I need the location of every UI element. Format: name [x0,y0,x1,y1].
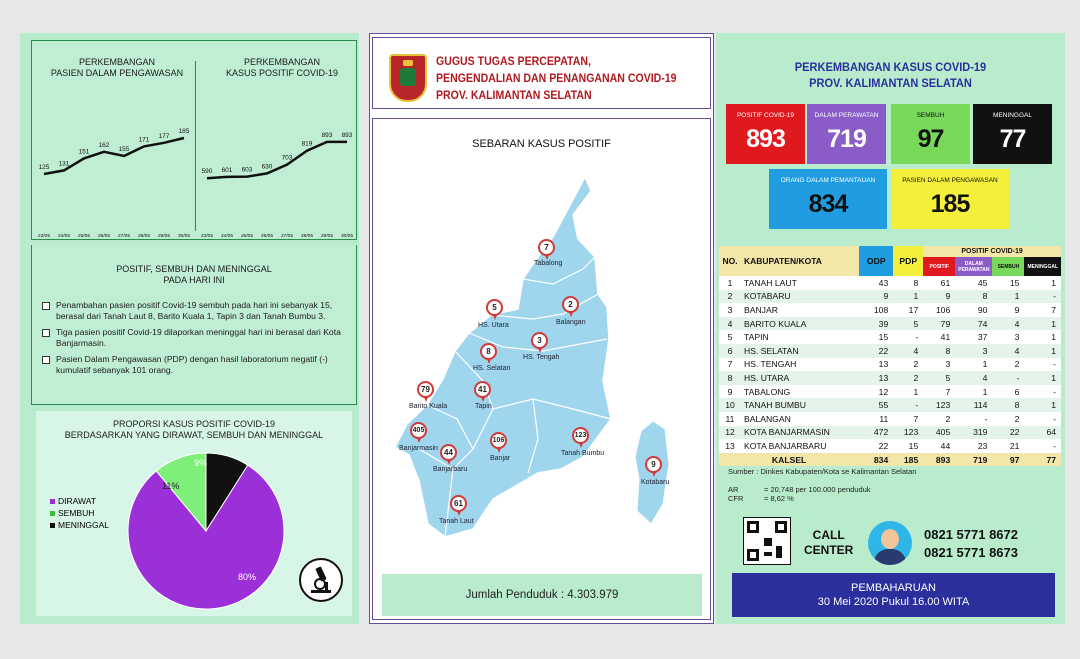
row-value: 1 [1051,372,1056,383]
row-value: 74 [977,318,988,329]
daily-note: Tiga pasien positif Covid-19 dilaporkan meninggal hari ini berasal dari Kota Banjarmasin. [42,327,346,349]
x-tick-label: 26/05 [260,234,274,239]
row-value: 8 [945,345,951,356]
pdp-chart-title-1: PERKEMBANGAN [78,57,156,67]
row-kabupaten: KOTA BANJARMASIN [744,427,830,438]
proporsi-card [36,411,352,616]
row-value: 22 [1009,427,1020,438]
x-tick-label: 29/05 [320,234,334,239]
row-kabupaten: TANAH BUMBU [744,400,806,411]
data-label: 125 [38,164,50,171]
table-row [719,344,1061,358]
map-pin-label: Tanah Laut [439,518,474,525]
pie-label-dirawat: 80% [238,572,257,582]
x-tick-label: 27/05 [117,234,131,239]
row-value: 8 [982,291,988,302]
daily-title-2: PADA HARI INI [163,275,225,285]
th-men: MENINGGAL [1024,257,1061,276]
data-label: 630 [261,163,273,171]
proporsi-title-1: PROPORSI KASUS POSITIF COVID-19 [112,419,276,429]
daily-card [31,245,357,405]
row-value: 7 [1051,304,1056,315]
cases-table-body [719,276,1061,453]
row-value: 4 [913,345,919,356]
chart-divider [195,61,196,231]
data-label: 819 [301,140,313,148]
table-row [719,358,1061,372]
daily-title [32,264,356,286]
table-row [719,398,1061,412]
row-value: 4 [1014,345,1020,356]
cases-table [719,246,1061,466]
phone-1[interactable]: 0821 5771 8672 [924,527,1018,542]
proporsi-title-2: BERDASARKAN YANG DIRAWAT, SEMBUH DAN MENINGGAL [64,430,324,440]
x-tick-label: 30/05 [340,234,354,239]
row-value: 1 [1051,332,1056,343]
row-value: 9 [883,291,889,302]
table-row [719,412,1061,426]
daily-notes [32,286,356,376]
x-tick-label: 24/05 [220,234,234,239]
row-value: 1 [1051,277,1056,288]
legend-meninggal-label: MENINGGAL [58,520,110,530]
row-value: 9 [945,291,951,302]
map-pin-label: Tabalong [534,260,563,267]
row-no: 11 [725,413,735,424]
table-total-row [719,453,1061,467]
x-tick-label: 26/05 [97,234,111,239]
row-value: 7 [913,413,919,424]
row-value: 2 [945,413,951,424]
header-card [372,37,711,109]
row-value: 61 [940,277,951,288]
row-value: 23 [977,440,988,451]
th-no: NO. [722,256,738,266]
call-line-1: CALL [812,528,845,542]
total-positif: 893 [935,454,951,465]
right-title-2: PROV. KALIMANTAN SELATAN [809,76,972,90]
rates [728,485,871,503]
th-odp: ODP [859,246,893,276]
map-pin[interactable]: 79 [417,381,434,398]
daily-note: Penambahan pasien positif Covid-19 sembuh pada hari ini sebanyak 15, berasal dari Tanah Laut 8, Barito Kuala 1, Tapin 3 dan Tanah Bumbu 3. [42,300,346,322]
positif-chart-title [207,57,357,79]
row-kabupaten: BALANGAN [744,413,791,424]
map-pin[interactable]: 41 [474,381,491,398]
row-value: 43 [878,277,889,288]
row-value: 22 [878,345,889,356]
legend-meninggal [50,519,109,531]
phone-2[interactable]: 0821 5771 8673 [924,545,1018,560]
data-label: 893 [321,131,333,139]
row-value: - [915,400,919,411]
row-value: 3 [982,345,988,356]
row-value: 1 [982,359,988,370]
row-value: 90 [977,304,988,315]
th-pdp: PDP [893,246,923,276]
row-no: 7 [727,359,733,370]
row-value: 5 [945,372,951,383]
stat-pdp-label: PASIEN DALAM PENGAWASAN [902,177,998,184]
data-label: 155 [118,146,130,153]
map-pin-label: Banjar [490,455,511,462]
charts-card [31,40,357,240]
row-kabupaten: HS. UTARA [744,372,790,383]
row-no: 4 [727,318,733,329]
stat-rawat [807,104,886,164]
row-value: - [1053,386,1056,397]
row-value: 45 [977,277,988,288]
positif-line-chart [199,99,355,239]
legend-sembuh-label: SEMBUH [58,508,95,518]
table-row [719,303,1061,317]
stat-pdp-value: 185 [930,190,970,218]
stat-odp-value: 834 [808,190,848,218]
middle-panel [369,33,714,624]
table-row [719,371,1061,385]
stat-meninggal [973,104,1052,164]
population-bar: Jumlah Penduduk : 4.303.979 [382,574,702,616]
row-value: 64 [1046,427,1056,438]
row-value: 106 [935,304,951,315]
data-label: 171 [138,136,150,144]
call-center-label [804,528,853,558]
row-value: 1 [1051,318,1056,329]
stat-sembuh [891,104,970,164]
map-pin[interactable]: 5 [486,299,503,316]
x-tick-label: 23/05 [37,234,51,239]
ar-label: AR [728,485,739,494]
x-tick-label: 23/05 [200,234,214,239]
row-kabupaten: TABALONG [744,386,791,397]
row-value: 39 [878,318,889,329]
row-no: 5 [727,332,733,343]
th-rawat: DALAM PERAWATAN [955,257,992,276]
ar-value: = 20,748 per 100.000 penduduk [764,485,871,494]
stat-meninggal-value: 77 [999,125,1026,153]
row-value: 79 [940,318,951,329]
table-row [719,317,1061,331]
pdp-line-chart [36,99,192,239]
th-kab: KABUPATEN/KOTA [744,256,822,266]
right-title-1: PERKEMBANGAN KASUS COVID-19 [794,60,987,74]
map-pin[interactable]: 44 [440,444,457,461]
table-row [719,439,1061,453]
row-value: - [1053,440,1056,451]
row-no: 2 [727,291,733,302]
map-card [372,118,711,620]
row-value: 319 [973,427,988,438]
stat-meninggal-label: MENINGGAL [992,112,1032,119]
series-line [44,138,184,174]
row-value: 11 [879,413,889,424]
stat-rawat-label: DALAM PERAWATAN [814,112,879,119]
row-value: 1 [1051,400,1056,411]
daily-note: Pasien Dalam Pengawasan (PDP) dengan hasil laboratorium negatif (-) kumulatif sebanyak 101 orang. [42,354,346,376]
header-line-3: PROV. KALIMANTAN SELATAN [436,88,592,102]
map-pin-label: Balangan [556,319,586,326]
th-positif: POSITIF COVID-19 [961,248,1023,255]
row-no: 9 [727,386,733,397]
row-value: - [984,413,988,424]
row-value: 44 [940,440,951,451]
x-tick-label: 30/05 [177,234,191,239]
stat-odp-label: ORANG DALAM PEMANTAUAN [780,177,876,184]
total-odp: 834 [873,454,889,465]
map-pin-label: HS. Utara [478,322,509,329]
row-value: 55 [878,400,889,411]
stat-positif [726,104,805,164]
row-value: 2 [913,359,919,370]
phone-numbers [924,526,1018,562]
operator-avatar-icon [868,521,912,565]
legend-dirawat [50,495,109,507]
cfr-label: CFR [728,494,744,503]
update-line-2: 30 Mei 2020 Pukul 16.00 WITA [817,596,970,608]
row-kabupaten: HS. TENGAH [744,359,797,370]
row-value: 1 [1014,291,1020,302]
row-value: 17 [908,304,919,315]
stat-positif-value: 893 [746,125,785,153]
row-value: 3 [1014,332,1020,343]
total-label: KALSEL [771,454,807,465]
province-logo [389,54,427,102]
row-value: 472 [873,427,889,438]
row-no: 12 [725,427,735,438]
table-source: Sumber : Dinkes Kabupaten/Kota se Kalimantan Selatan [728,467,917,476]
row-value: 405 [935,427,951,438]
data-label: 185 [178,128,190,135]
pie-legend [50,495,109,531]
row-value: 2 [1014,413,1020,424]
row-value: 6 [1014,386,1020,397]
row-value: 8 [1014,400,1020,411]
table-row [719,426,1061,440]
th-sembuh: SEMBUH [992,257,1024,276]
stat-positif-label: POSITIF COVID-19 [736,112,795,119]
row-value: 9 [1014,304,1020,315]
data-label: 162 [98,141,110,149]
row-value: 3 [945,359,951,370]
stat-odp [769,169,887,229]
stat-rawat-value: 719 [827,125,866,153]
row-value: 1 [913,291,919,302]
x-tick-label: 25/05 [240,234,254,239]
x-tick-label: 28/05 [137,234,151,239]
row-value: - [915,332,919,343]
table-row [719,385,1061,399]
legend-dirawat-label: DIRAWAT [58,496,96,506]
total-sembuh: 97 [1009,454,1020,465]
row-value: 108 [873,304,889,315]
map-pin[interactable]: 7 [538,239,555,256]
qr-code-icon[interactable] [743,517,791,565]
row-kabupaten: BARITO KUALA [744,318,807,329]
row-value: 21 [1009,440,1020,451]
row-value: 15 [908,440,919,451]
map-pin[interactable]: 2 [562,296,579,313]
data-label: 590 [201,168,213,176]
stat-sembuh-label: SEMBUH [916,112,945,119]
stat-pdp [891,169,1009,229]
row-value: 37 [977,332,988,343]
total-pdp: 185 [903,454,919,465]
header-line-1: GUGUS TUGAS PERCEPATAN, [436,54,591,68]
table-row [719,290,1061,304]
pdp-chart-title-2: PASIEN DALAM PENGAWASAN [50,68,184,78]
x-tick-label: 27/05 [280,234,294,239]
microscope-icon [299,558,343,602]
map-pin-label: Banjarbaru [433,466,468,473]
row-kabupaten: BANJAR [744,304,778,315]
proporsi-pie-chart [126,451,286,611]
row-value: 5 [913,318,919,329]
header-line-2: PENGENDALIAN DAN PENANGANAN COVID-19 [436,71,677,85]
header-title [436,53,677,104]
pie-label-meninggal: 9% [194,458,208,468]
map-pin[interactable]: 405 [410,422,427,439]
row-value: - [1016,372,1020,383]
row-value: 7 [945,386,951,397]
positif-chart-title-1: PERKEMBANGAN [243,57,321,67]
row-value: 4 [1014,318,1020,329]
row-no: 8 [727,372,733,383]
row-no: 6 [727,345,733,356]
row-value: 12 [878,386,889,397]
map-pin-label: Tanah Bumbu [561,450,605,457]
update-banner [732,573,1055,617]
proporsi-title [36,419,352,441]
map-pin[interactable]: 106 [490,432,507,449]
pie-label-sembuh: 11% [162,481,180,491]
map-pin[interactable]: 9 [645,456,662,473]
map-pin-label: HS. Selatan [473,365,511,372]
data-label: 893 [341,131,353,139]
row-value: 8 [913,277,919,288]
data-label: 131 [58,160,70,168]
map-pin[interactable]: 123 [572,427,589,444]
row-value: - [1053,359,1056,370]
map-pin[interactable]: 61 [450,495,467,512]
map-pin[interactable]: 8 [480,343,497,360]
kalsel-map [373,119,712,539]
map-pin-label: Barito Kuala [409,403,448,410]
th-pos: POSITIF [923,257,955,276]
map-pin-label: HS. Tengah [523,354,560,361]
data-label: 177 [158,132,170,140]
row-value: 15 [878,332,889,343]
row-kabupaten: TAPIN [744,332,769,343]
row-value: 2 [1014,359,1020,370]
row-no: 10 [725,400,735,411]
data-label: 151 [78,148,90,156]
total-meninggal: 77 [1046,454,1056,465]
pdp-chart-title [42,57,192,79]
positif-chart-title-2: KASUS POSITIF COVID-19 [225,68,339,78]
total-rawat: 719 [973,454,988,465]
data-label: 603 [241,166,253,174]
row-kabupaten: HS. SELATAN [744,345,799,356]
update-line-1: PEMBAHARUAN [851,582,936,594]
row-kabupaten: KOTA BANJARBARU [744,440,827,451]
row-kabupaten: KOTABARU [744,291,791,302]
map-pin-label: Tapin [475,403,492,410]
row-value: 13 [878,372,889,383]
map-pin-label: Banjarmasin [399,445,438,452]
row-value: 1 [1051,345,1056,356]
call-line-2: CENTER [804,543,854,557]
row-value: 1 [982,386,988,397]
row-value: - [1053,291,1056,302]
row-value: 114 [973,400,988,411]
right-panel [716,33,1065,624]
data-label: 703 [281,154,293,162]
table-row [719,330,1061,344]
row-no: 1 [727,277,733,288]
table-row [719,276,1061,290]
row-value: 123 [903,427,919,438]
row-no: 13 [725,440,735,451]
map-pin-label: Kotabaru [641,479,670,486]
daily-title-1: POSITIF, SEMBUH DAN MENINGGAL [116,264,272,274]
data-label: 601 [221,166,233,174]
row-value: 22 [878,440,889,451]
stat-sembuh-value: 97 [917,125,944,153]
row-value: - [1053,413,1056,424]
x-tick-label: 29/05 [157,234,171,239]
map-pin[interactable]: 3 [531,332,548,349]
x-tick-label: 25/05 [77,234,91,239]
left-panel [20,33,359,624]
row-value: 13 [878,359,889,370]
row-value: 123 [935,400,951,411]
x-tick-label: 28/05 [300,234,314,239]
right-title [730,59,1051,91]
row-kabupaten: TANAH LAUT [744,277,797,288]
row-value: 15 [1009,277,1020,288]
map-title: SEBARAN KASUS POSITIF [472,138,611,150]
row-no: 3 [727,304,733,315]
cfr-value: = 8,62 % [764,494,794,503]
row-value: 4 [982,372,988,383]
row-value: 2 [913,372,919,383]
row-value: 1 [913,386,919,397]
x-tick-label: 24/05 [57,234,71,239]
row-value: 41 [940,332,951,343]
legend-sembuh [50,507,109,519]
